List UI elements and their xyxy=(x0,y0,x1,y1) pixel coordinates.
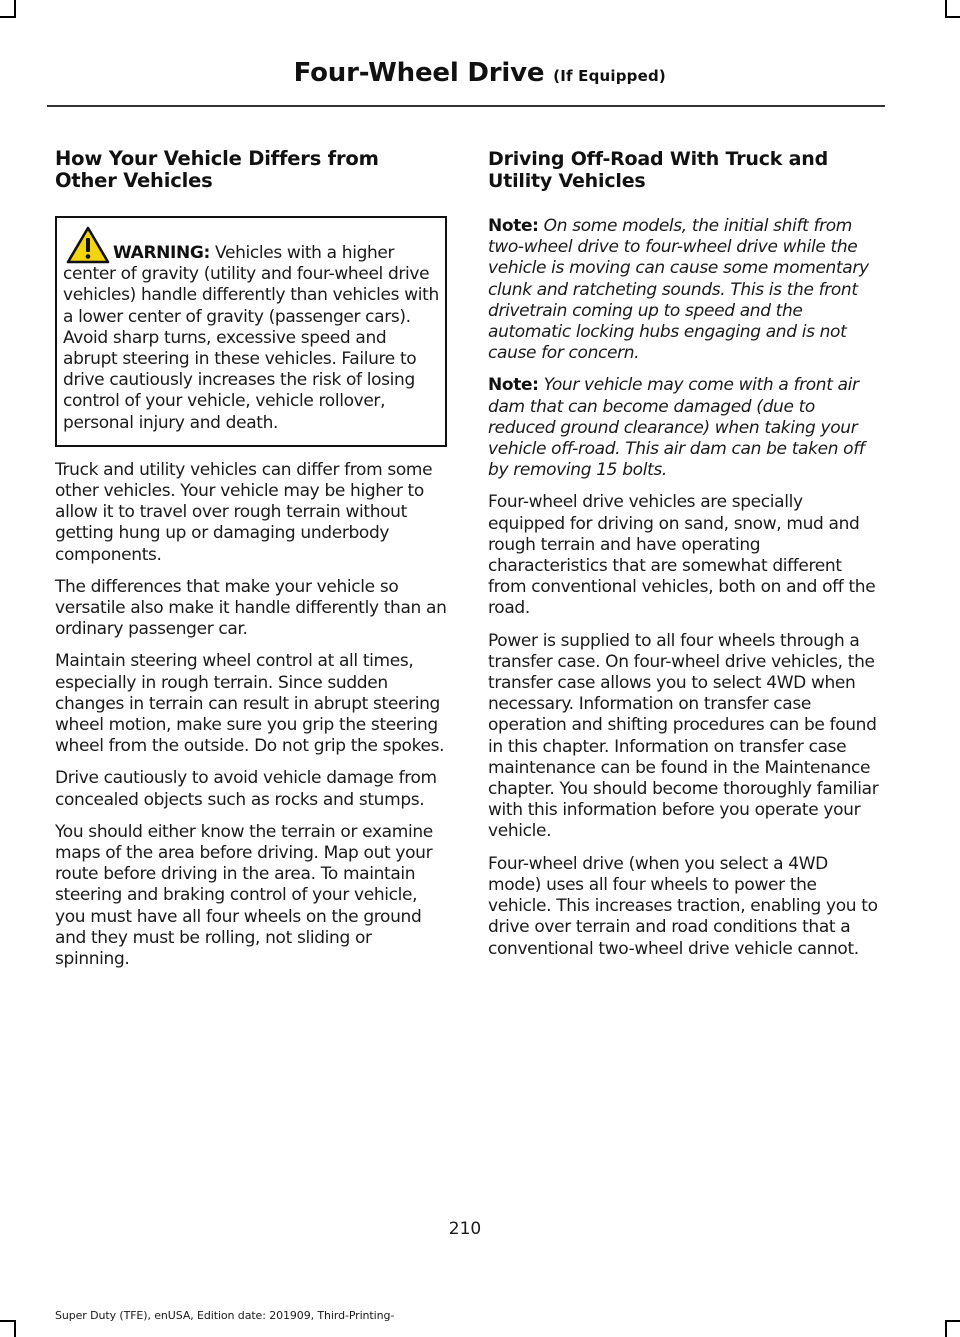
note-label: Note: xyxy=(488,216,539,236)
header-divider xyxy=(47,105,885,107)
warning-triangle-icon xyxy=(66,226,110,264)
paragraph: The differences that make your vehicle so versatile also make it handle differently than an ordinary passenger car. xyxy=(55,576,447,640)
crop-mark-top-right-h xyxy=(945,16,960,18)
crop-mark-top-right xyxy=(945,0,947,16)
crop-mark-bottom-left-h xyxy=(0,1320,16,1322)
paragraph: Four-wheel drive (when you select a 4WD mode) uses all four wheels to power the vehicle. This increases traction, enabling you to drive over terrain and road conditions that a conventional two-wheel drive vehicle cannot. xyxy=(488,853,878,959)
crop-mark-top-left xyxy=(14,0,16,16)
right-column xyxy=(488,148,881,971)
paragraph: Power is supplied to all four wheels through a transfer case. On four-wheel drive vehicles, the transfer case allows you to select 4WD when necessary. Information on transfer case operation and shifting procedures can be found in this chapter. Information on transfer case maintenance can be found in the Maintenance chapter. You should become thoroughly familiar with this information before you operate your vehicle. xyxy=(488,630,879,842)
note: Note: On some models, the initial shift from two-wheel drive to four-wheel drive while the vehicle is moving can cause some momentary clunk and ratcheting sounds. This is the front drivetrain coming up to speed and the automatic locking hubs engaging and is not cause for concern. xyxy=(488,216,869,364)
crop-mark-top-left-h xyxy=(0,16,16,18)
warning-text: WARNING: Vehicles with a higher center of gravity (utility and four-wheel drive vehicles) handle differently than vehicles with a lower center of gravity (passenger cars). Avoid sharp turns, excessive speed and abrupt steering in these vehicles. Failure to drive cautiously increases the risk of losing control of your vehicle, vehicle rollover, personal injury and death. xyxy=(63,243,439,433)
footer-edition: Super Duty (TFE), enUSA, Edition date: 201909, Third-Printing- xyxy=(55,1309,395,1322)
note-label: Note: xyxy=(488,375,539,396)
crop-mark-bottom-left xyxy=(14,1320,16,1337)
paragraph: Truck and utility vehicles can differ from some other vehicles. Your vehicle may be higher to allow it to travel over rough terrain without getting hung up or damaging underbody components. xyxy=(55,459,433,565)
crop-mark-bottom-right-h xyxy=(945,1320,960,1322)
note: Note: Your vehicle may come with a front air dam that can become damaged (due to reduced ground clearance) when taking your vehicle off-road. This air dam can be taken off by removing 15 bolts. xyxy=(488,375,865,481)
page-number: 210 xyxy=(448,1219,482,1239)
page-header-title xyxy=(294,58,666,88)
warning-label: WARNING: xyxy=(113,243,210,263)
section-heading-right: Driving Off-Road With Truck and Utility Vehicles xyxy=(488,148,828,192)
left-column xyxy=(55,148,447,981)
paragraph: Drive cautiously to avoid vehicle damage from concealed objects such as rocks and stumps. xyxy=(55,768,437,810)
section-heading-left: How Your Vehicle Differs from Other Vehicles xyxy=(55,147,379,192)
chapter-qualifier: (If Equipped) xyxy=(553,67,666,85)
warning-box xyxy=(55,216,447,447)
crop-mark-bottom-right xyxy=(945,1320,947,1337)
paragraph: You should either know the terrain or examine maps of the area before driving. Map out your route before driving in the area. To maintain steering and braking control of your vehicle, you must have all four wheels on the ground and they must be rolling, not sliding or spinning. xyxy=(55,821,433,970)
paragraph: Four-wheel drive vehicles are specially equipped for driving on sand, snow, mud and rough terrain and have operating characteristics that are somewhat different from conventional vehicles, both on and off the road. xyxy=(488,492,876,619)
paragraph: Maintain steering wheel control at all times, especially in rough terrain. Since sudden changes in terrain can result in abrupt steering wheel motion, make sure you grip the steering wheel from the outside. Do not grip the spokes. xyxy=(55,651,445,757)
chapter-title: Four-Wheel Drive xyxy=(293,58,545,88)
